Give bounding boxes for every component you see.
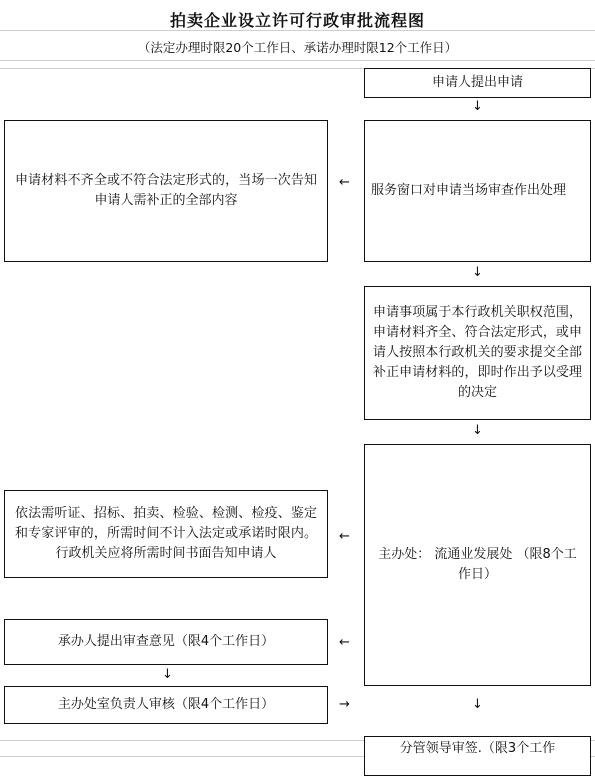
leader-sign-text: 分管领导审签.（限3个工作 xyxy=(399,741,556,756)
handler-opinion-text: 承办人提出审查意见（限4个工作日） xyxy=(57,634,275,649)
lead-office-text: 主办处： 流通业发展处 （限8个工作日） xyxy=(378,547,577,582)
page-subtitle: （法定办理时限20个工作日、承诺办理时限12个工作日） xyxy=(137,40,458,55)
apply-box xyxy=(364,68,591,98)
arrow-right-1: → xyxy=(339,697,350,712)
arrow-down-3: ↓ xyxy=(472,423,483,438)
incomplete-notice-box xyxy=(4,120,328,262)
window-review-box xyxy=(364,120,591,262)
arrow-left-3: ← xyxy=(339,635,350,650)
arrow-left-2: ← xyxy=(339,529,350,544)
apply-text: 申请人提出申请 xyxy=(431,75,523,90)
window-review-text: 服务窗口对申请当场审查作出处理 xyxy=(371,183,567,198)
accept-decision-box xyxy=(364,286,591,420)
arrow-down-1: ↓ xyxy=(472,99,483,114)
head-review-box xyxy=(4,686,328,724)
leader-sign-box xyxy=(364,736,591,776)
arrow-down-2: ↓ xyxy=(472,265,483,280)
hearing-notice-text: 依法需听证、招标、拍卖、检验、检测、检疫、鉴定和专家评审的，所需时间不计入法定或承诺时限内。行政机关应将所需时间书面告知申请人 xyxy=(15,506,317,561)
arrow-down-5: ↓ xyxy=(162,667,173,682)
grid-line xyxy=(0,60,595,61)
handler-opinion-box xyxy=(4,619,328,665)
arrow-down-4: ↓ xyxy=(472,697,483,712)
accept-decision-text: 申请事项属于本行政机关职权范围，申请材料齐全、符合法定形式，或申请人按照本行政机关的要求提交全部补正申请材料的，即时作出予以受理的决定 xyxy=(373,305,582,400)
incomplete-notice-text: 申请材料不齐全或不符合法定形式的，当场一次告知申请人需补正的全部内容 xyxy=(15,173,317,208)
page-title: 拍卖企业设立许可行政审批流程图 xyxy=(169,11,425,30)
hearing-notice-box xyxy=(4,490,328,578)
lead-office-box xyxy=(364,444,591,686)
head-review-text: 主办处室负责人审核（限4个工作日） xyxy=(57,697,275,712)
arrow-left-1: ← xyxy=(339,175,350,190)
